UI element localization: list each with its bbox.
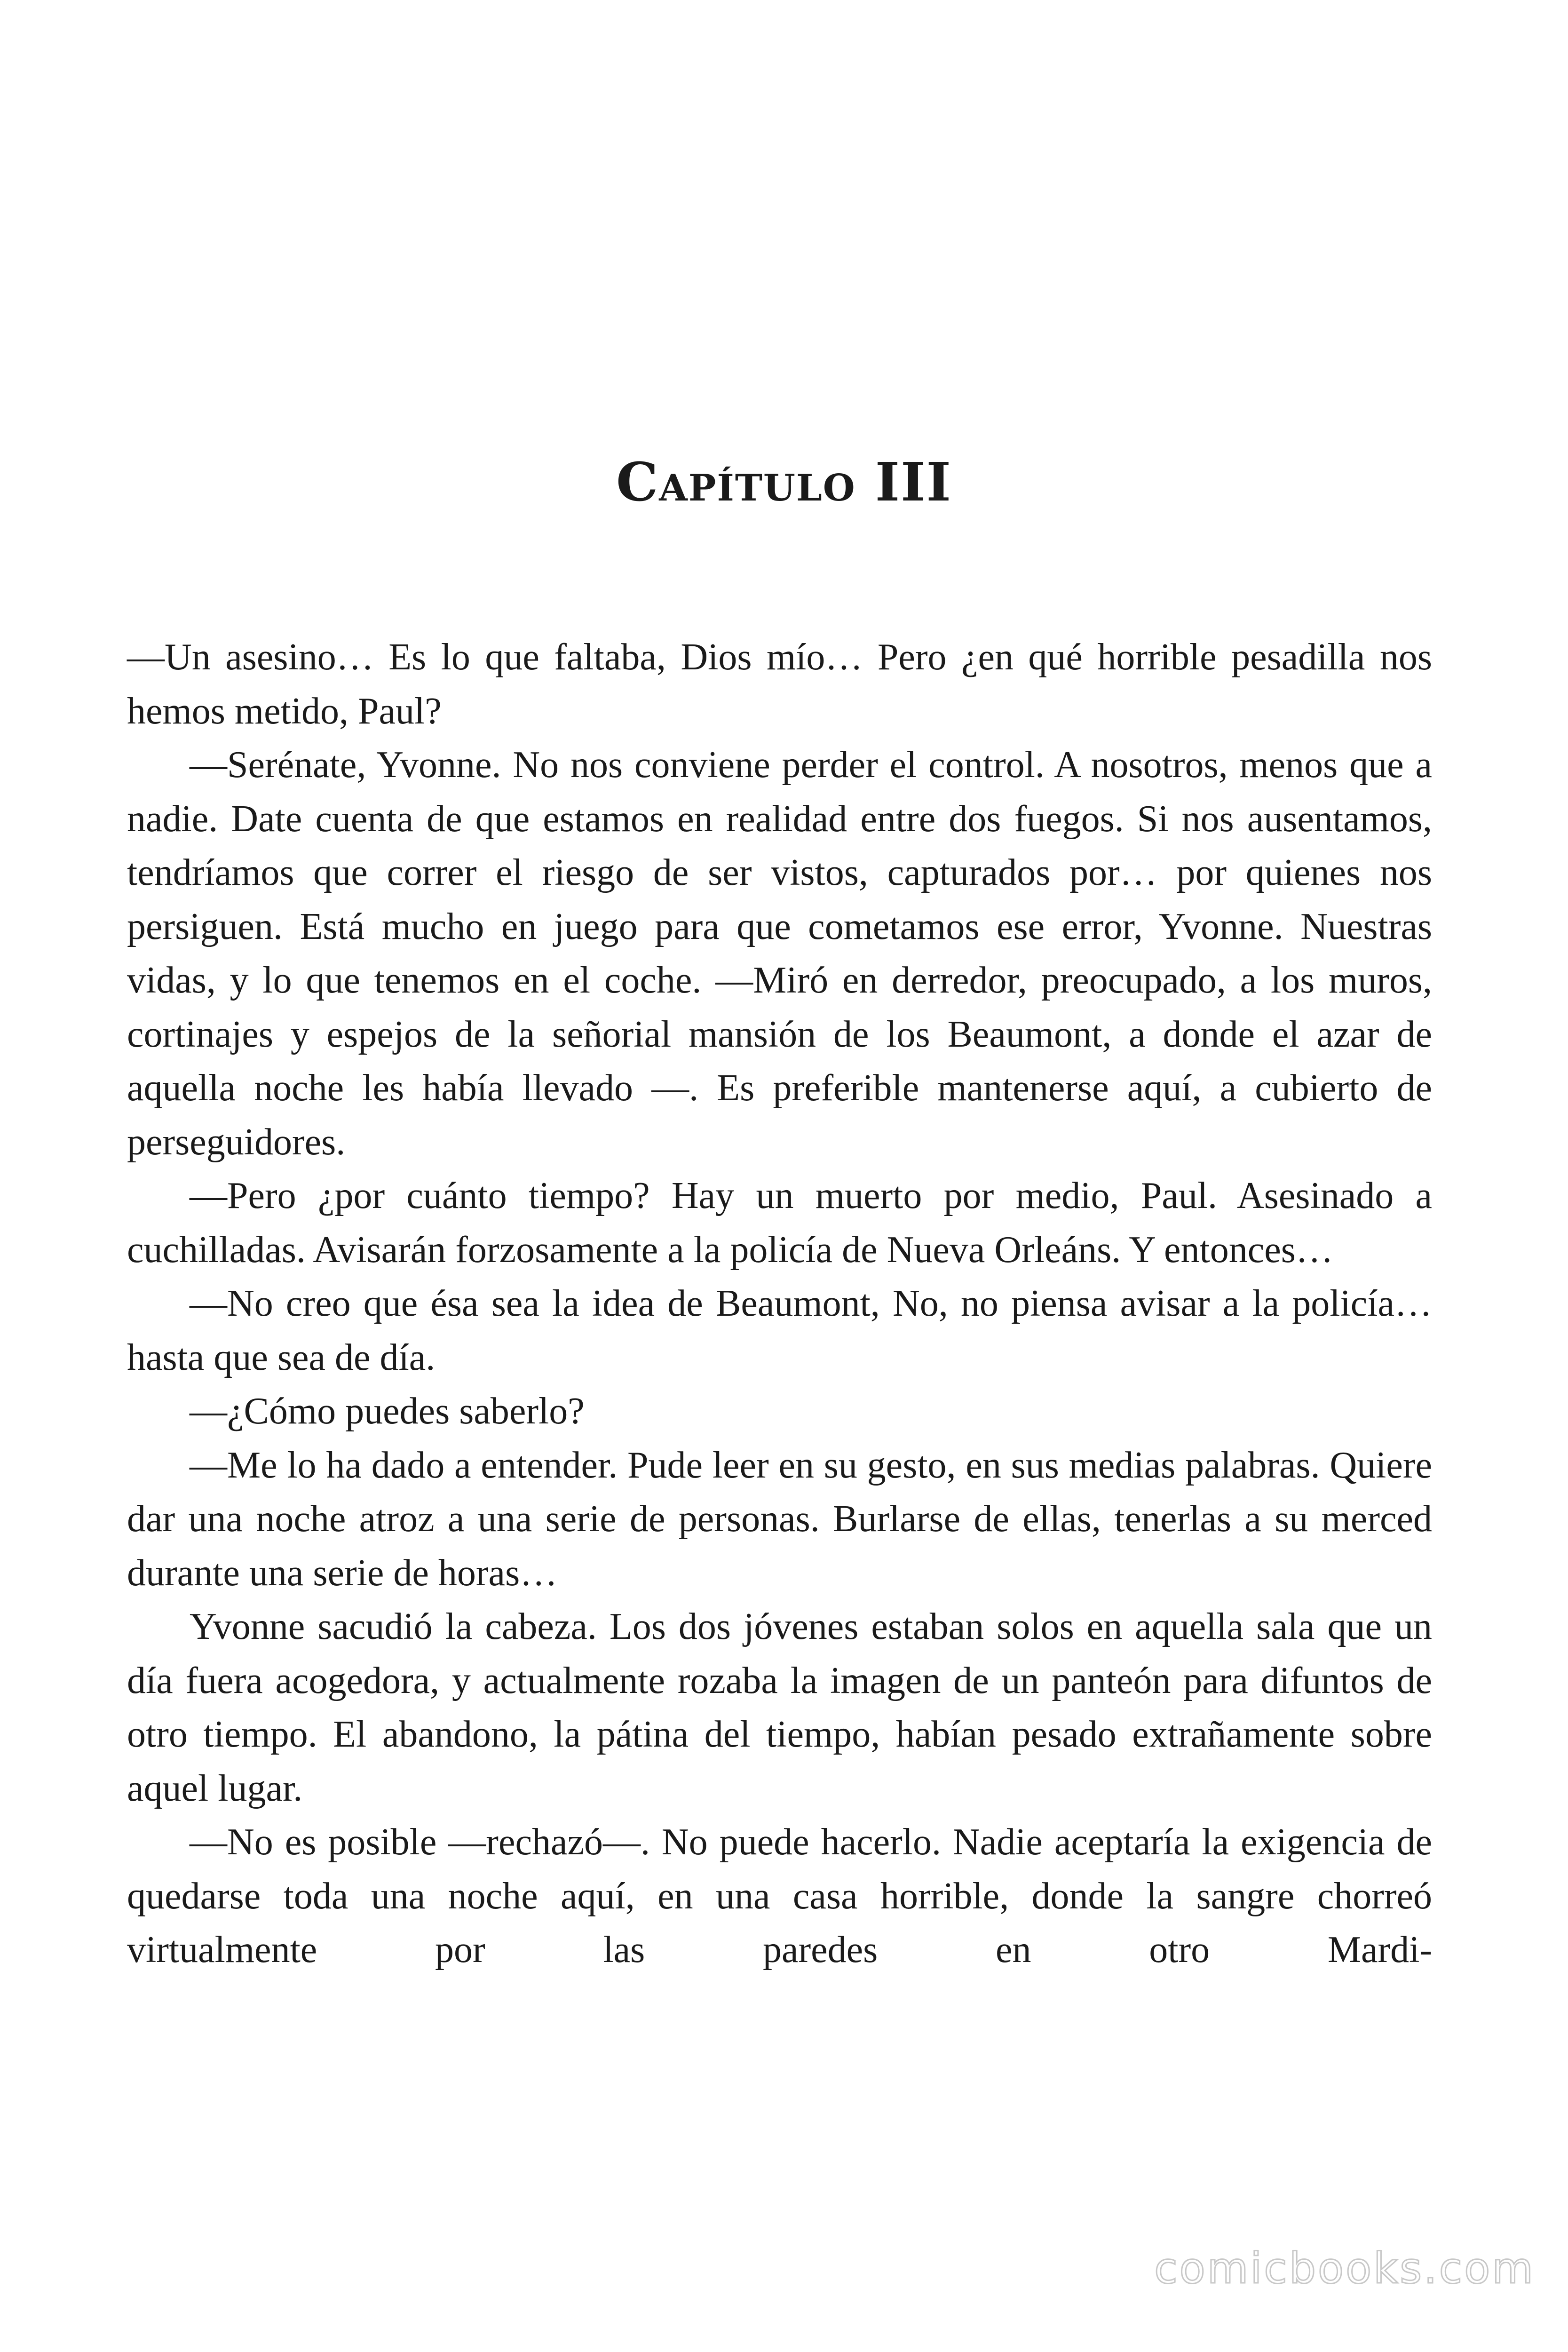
watermark: comicbooks.com [1154, 2244, 1535, 2293]
chapter-body [127, 630, 1432, 1977]
paragraph: Yvonne sacudió la cabeza. Los dos jóvenes estaban solos en aquella sala que un día fuera acogedora, y actualmente rozaba la imagen de un panteón para difuntos de otro tiempo. El abandono, la pátina del tiempo, habían pesado extrañamente sobre aquel lugar. [127, 1606, 1432, 1809]
paragraph: —No es posible —rechazó—. No puede hacerlo. Nadie aceptaría la exigencia de quedarse toda una noche aquí, en una casa horrible, donde la sangre chorreó virtualmente por las paredes en otro Mardi- [127, 1821, 1432, 1971]
paragraph: —No creo que ésa sea la idea de Beaumont, No, no piensa avisar a la policía… hasta que sea de día. [127, 1283, 1432, 1378]
paragraph: —Me lo ha dado a entender. Pude leer en su gesto, en sus medias palabras. Quiere dar una noche atroz a una serie de personas. Burlarse de ellas, tenerlas a su merced durante una serie de horas… [127, 1444, 1432, 1594]
paragraph: —Pero ¿por cuánto tiempo? Hay un muerto por medio, Paul. Asesinado a cuchilladas. Avisarán forzosamente a la policía de Nueva Orleáns. Y entonces… [127, 1175, 1432, 1271]
paragraph: —Un asesino… Es lo que faltaba, Dios mío… Pero ¿en qué horrible pesadilla nos hemos metido, Paul? [127, 636, 1432, 732]
paragraph: —Serénate, Yvonne. No nos conviene perder el control. A nosotros, menos que a nadie. Date cuenta de que estamos en realidad entre dos fuegos. Si nos ausentamos, tendríamos que correr el riesgo de ser vistos, capturados por… por quienes nos persiguen. Está mucho en juego para que cometamos ese error, Yvonne. Nuestras vidas, y lo que tenemos en el coche. —Miró en derredor, preocupado, a los muros, cortinajes y espejos de la señorial mansión de los Beaumont, a donde el azar de aquella noche les había llevado —. Es preferible mantenerse aquí, a cubierto de perseguidores. [127, 744, 1432, 1163]
paragraph: —¿Cómo puedes saberlo? [190, 1391, 585, 1432]
chapter-title: Capítulo III [616, 452, 952, 513]
